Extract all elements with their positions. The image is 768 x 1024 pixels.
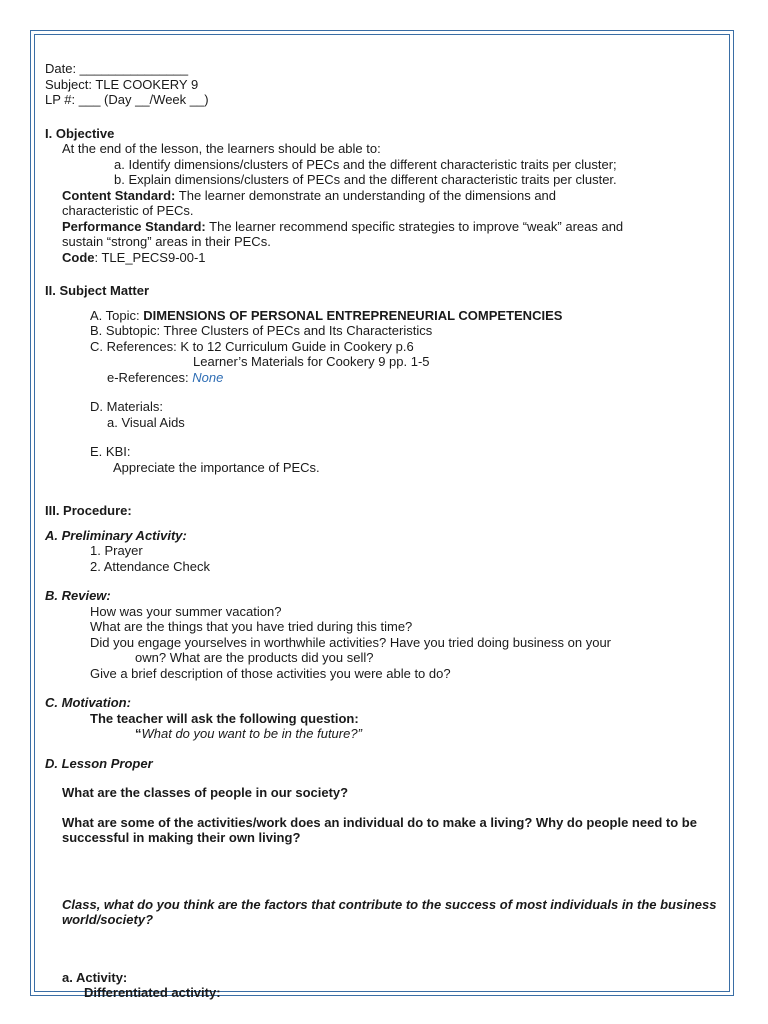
review-question-3: Did you engage yourselves in worthwhile activities? Have you tried doing business on your xyxy=(90,634,612,650)
differentiated-activity-line: Differentiated activity: xyxy=(84,985,221,1000)
lp-number-line: LP #: ___ (Day __/Week __) xyxy=(45,92,209,107)
preliminary-item-1: 1. Prayer xyxy=(90,543,143,558)
content-standard-cont: characteristic of PECs. xyxy=(62,203,194,218)
lesson-question-3: Class, what do you think are the factors that contribute to the success of most individuals in the business world/society? xyxy=(62,896,717,927)
activity-line: a. Activity: xyxy=(62,969,128,985)
topic-label: A. Topic: xyxy=(90,307,144,323)
objective-item-b: b. Explain dimensions/clusters of PECs and the different characteristic traits per cluster. xyxy=(114,172,617,187)
e-references-value: None xyxy=(192,369,224,385)
motivation-quote-mark: “ xyxy=(135,726,142,741)
motivation-line: The teacher will ask the following question: xyxy=(90,710,359,726)
lesson-proper-heading: D. Lesson Proper xyxy=(45,755,153,771)
subtopic-line: B. Subtopic: Three Clusters of PECs and Its Characteristics xyxy=(90,323,433,338)
objective-heading: I. Objective xyxy=(45,125,115,141)
kbi-text: Appreciate the importance of PECs. xyxy=(113,459,320,475)
references-line: C. References: K to 12 Curriculum Guide in Cookery p.6 xyxy=(90,338,414,354)
materials-line: D. Materials: xyxy=(90,399,163,414)
content-standard-text: The learner demonstrate an understanding of the dimensions and xyxy=(175,187,557,203)
performance-standard-cont: sustain “strong” areas in their PECs. xyxy=(62,234,271,249)
motivation-question xyxy=(45,726,725,742)
review-question-2: What are the things that you have tried during this time? xyxy=(90,619,413,634)
review-question-1: How was your summer vacation? xyxy=(90,603,282,619)
performance-standard-label: Performance Standard: xyxy=(62,218,206,234)
content-standard xyxy=(45,188,725,204)
code-line xyxy=(45,250,725,266)
review-question-3-cont: own? What are the products did you sell? xyxy=(135,650,374,665)
topic-value: DIMENSIONS OF PERSONAL ENTREPRENEURIAL COMPETENCIES xyxy=(143,307,563,323)
lesson-question-1: What are the classes of people in our society? xyxy=(62,785,349,800)
subject-line: Subject: TLE COOKERY 9 xyxy=(45,76,199,92)
lesson-plan-document xyxy=(45,61,725,1001)
performance-standard-text: The learner recommend specific strategies to improve “weak” areas and xyxy=(205,218,624,234)
objective-intro: At the end of the lesson, the learners should be able to: xyxy=(62,141,381,156)
performance-standard xyxy=(45,219,725,235)
materials-item: a. Visual Aids xyxy=(107,414,185,430)
code-text: : TLE_PECS9-00-1 xyxy=(94,249,206,265)
preliminary-item-2: 2. Attendance Check xyxy=(90,558,210,574)
subject-matter-heading: II. Subject Matter xyxy=(45,283,150,298)
review-question-4: Give a brief description of those activities you were able to do? xyxy=(90,665,451,681)
review-heading: B. Review: xyxy=(45,588,111,603)
references-line-2: Learner’s Materials for Cookery 9 pp. 1-5 xyxy=(193,354,430,369)
preliminary-heading: A. Preliminary Activity: xyxy=(45,527,187,543)
e-references-label: e-References: xyxy=(107,369,193,385)
kbi-line: E. KBI: xyxy=(90,444,131,459)
motivation-heading: C. Motivation: xyxy=(45,695,131,710)
lesson-question-2: What are some of the activities/work does an individual do to make a living? Why do people need to be successful in making their own living? xyxy=(62,814,697,845)
motivation-question-text: What do you want to be in the future?” xyxy=(141,726,362,741)
procedure-heading: III. Procedure: xyxy=(45,503,132,518)
content-standard-label: Content Standard: xyxy=(62,187,176,203)
e-references-line xyxy=(45,370,725,386)
topic-line xyxy=(45,308,725,324)
objective-item-a: a. Identify dimensions/clusters of PECs and the different characteristic traits per cluster; xyxy=(114,156,617,172)
date-line: Date: _______________ xyxy=(45,61,189,76)
code-label: Code xyxy=(62,249,95,265)
